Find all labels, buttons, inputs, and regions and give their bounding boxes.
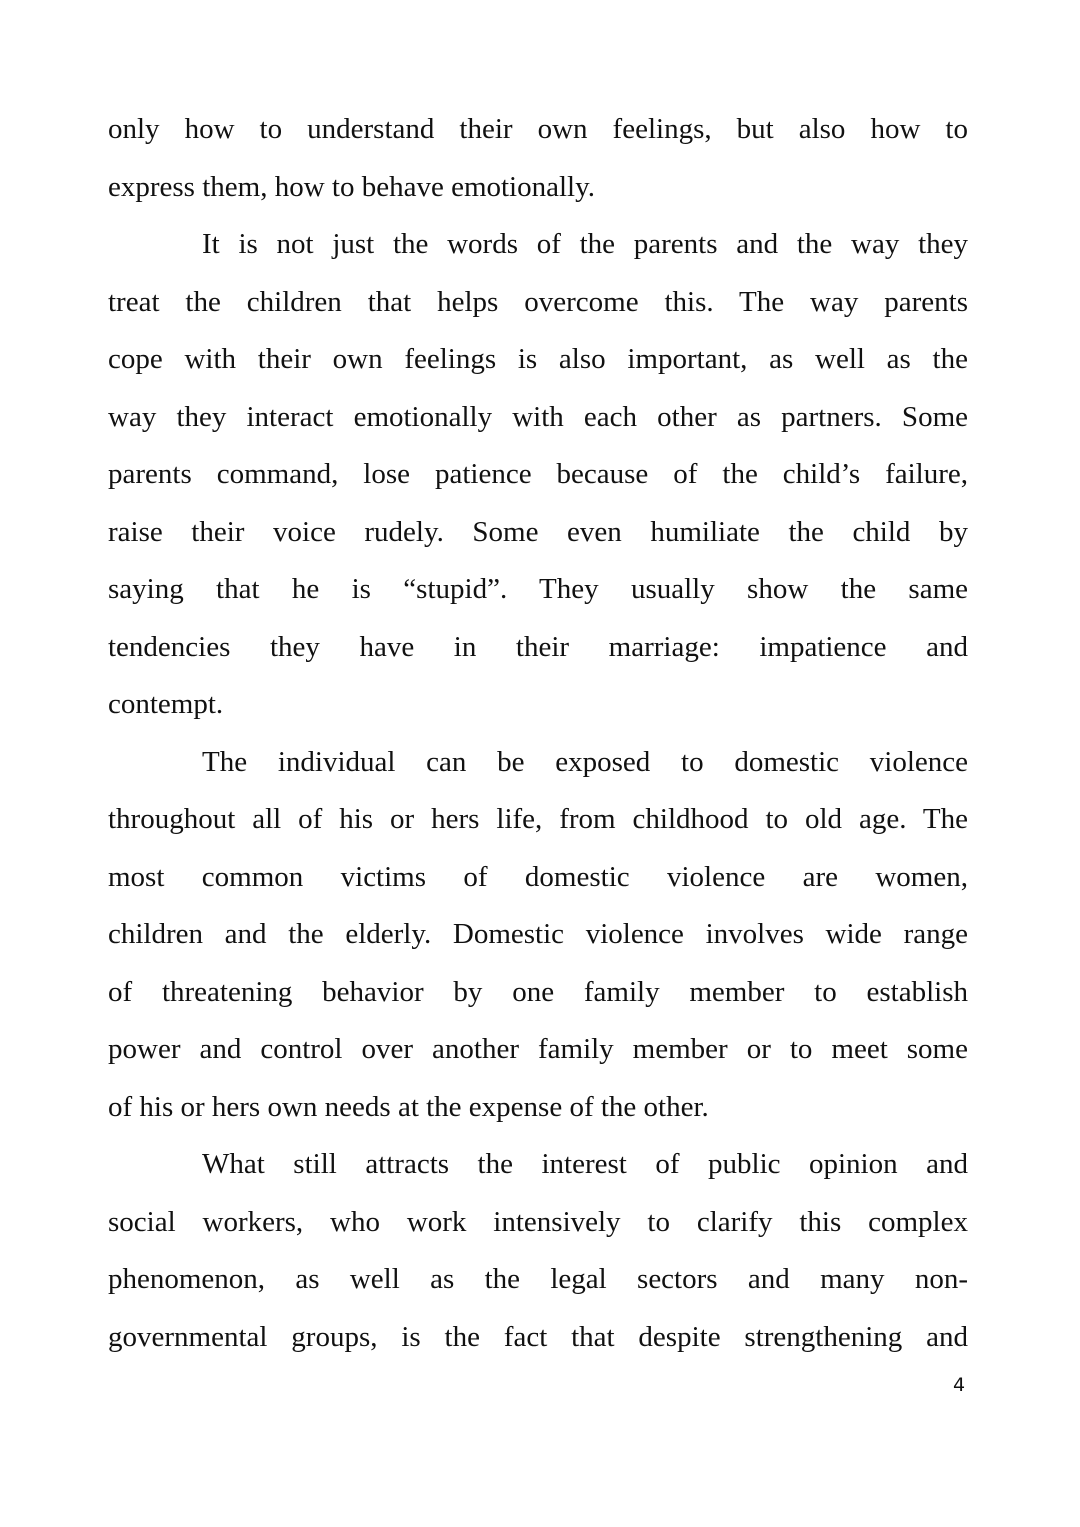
text-line: cope with their own feelings is also important, as well as the bbox=[108, 343, 968, 375]
text-line: saying that he is “stupid”. They usually show the same bbox=[108, 573, 968, 605]
text-line: What still attracts the interest of public opinion and bbox=[202, 1148, 968, 1180]
text-line: contempt. bbox=[108, 688, 224, 720]
paragraph bbox=[108, 734, 968, 1137]
text-line: tendencies they have in their marriage: impatience and bbox=[108, 630, 968, 663]
text-line: parents command, lose patience because of the child’s failure, bbox=[108, 458, 968, 490]
paragraph bbox=[108, 1136, 968, 1366]
text-line: only how to understand their own feelings, but also how to bbox=[108, 113, 968, 145]
text-line: social workers, who work intensively to clarify this complex bbox=[108, 1205, 968, 1238]
text-line: power and control over another family member or to meet some bbox=[108, 1033, 968, 1065]
text-line: treat the children that helps overcome this. The way parents bbox=[108, 285, 968, 318]
text-line: express them, how to behave emotionally. bbox=[108, 170, 595, 203]
text-line: governmental groups, is the fact that despite strengthening and bbox=[108, 1320, 968, 1353]
text-line: throughout all of his or hers life, from childhood to old age. The bbox=[108, 803, 968, 835]
text-line: children and the elderly. Domestic violence involves wide range bbox=[108, 918, 968, 950]
text-line: raise their voice rudely. Some even humiliate the child by bbox=[108, 515, 968, 548]
paragraph bbox=[108, 101, 968, 216]
text-line: most common victims of domestic violence are women, bbox=[108, 860, 968, 893]
page-number: 4 bbox=[953, 1374, 966, 1396]
document-body bbox=[108, 101, 968, 1366]
text-line: way they interact emotionally with each other as partners. Some bbox=[108, 400, 968, 433]
text-line: It is not just the words of the parents and the way they bbox=[202, 228, 968, 260]
text-line: of threatening behavior by one family member to establish bbox=[108, 975, 968, 1008]
text-line: phenomenon, as well as the legal sectors and many non- bbox=[108, 1263, 968, 1295]
text-line: of his or hers own needs at the expense of the other. bbox=[108, 1090, 709, 1123]
text-line: The individual can be exposed to domestic violence bbox=[202, 745, 968, 778]
paragraph bbox=[108, 216, 968, 734]
